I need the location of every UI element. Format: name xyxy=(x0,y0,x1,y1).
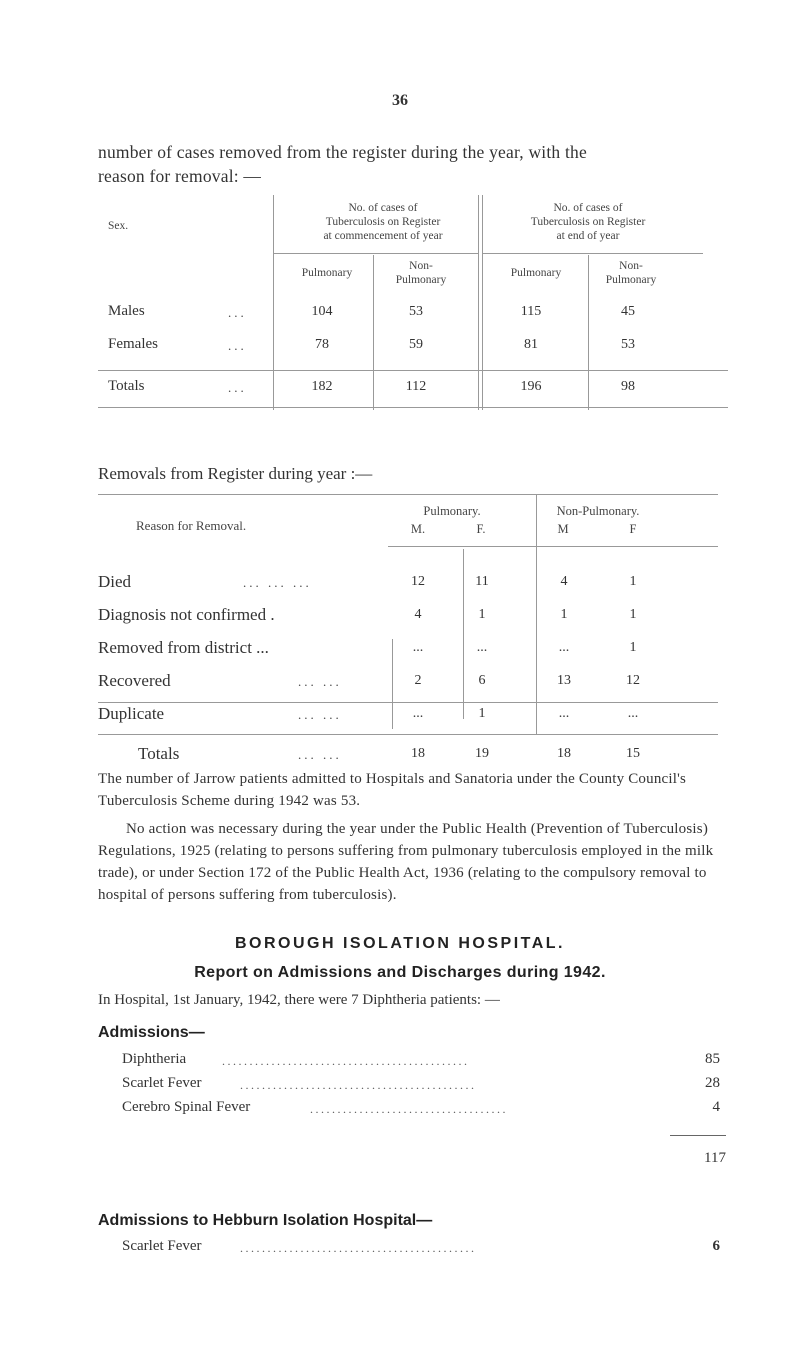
cell: 1 xyxy=(560,607,568,622)
row-label: Removed from district ... xyxy=(98,638,269,657)
hebburn-heading: Admissions to Hebburn Isolation Hospital— xyxy=(98,1212,433,1229)
sub-header-pulmonary-1: Pulmonary xyxy=(301,267,353,279)
admission-label: Cerebro Spinal Fever xyxy=(122,1099,251,1115)
cell: 81 xyxy=(524,337,538,352)
row-label-totals: Totals xyxy=(108,378,145,394)
reason-header: Reason for Removal. xyxy=(136,518,247,533)
admission-value: 28 xyxy=(705,1075,720,1091)
admissions-heading: Admissions— xyxy=(98,1024,205,1041)
report-heading: Report on Admissions and Discharges during 1942. xyxy=(194,964,606,981)
row-dots: ... xyxy=(228,338,247,353)
col-divider xyxy=(536,494,537,734)
row-dots: ... ... xyxy=(298,747,342,762)
cell: 59 xyxy=(409,337,423,352)
cell: 4 xyxy=(560,574,568,589)
cell: 12 xyxy=(626,673,640,688)
cell: 1 xyxy=(629,574,637,589)
sub-header-pulmonary-2: Pulmonary xyxy=(510,267,562,279)
cell: 104 xyxy=(311,304,333,319)
cell: 1 xyxy=(629,607,637,622)
register-table xyxy=(98,195,758,410)
cell: 15 xyxy=(626,746,640,761)
cell: 12 xyxy=(411,574,425,589)
leader-dots: ........................................... xyxy=(240,1078,477,1092)
row-label-females: Females xyxy=(108,336,158,352)
intro-text xyxy=(98,140,738,188)
cell: 4 xyxy=(414,607,422,622)
cell: ... xyxy=(476,640,488,655)
page-number: 36 xyxy=(392,92,408,109)
cell: 196 xyxy=(520,379,542,394)
cell: 45 xyxy=(621,304,635,319)
totals-rule xyxy=(98,702,718,703)
total-rule xyxy=(670,1135,726,1136)
cell: 2 xyxy=(414,673,422,688)
removals-heading: Removals from Register during year :— xyxy=(98,464,373,483)
end-header: No. of cases of Tuberculosis on Register at end of year xyxy=(530,202,646,242)
bottom-rule xyxy=(98,407,728,408)
hebburn-value: 6 xyxy=(712,1238,720,1254)
cell: 1 xyxy=(478,706,486,721)
admissions-total: 117 xyxy=(704,1150,726,1166)
row-dots: ... xyxy=(228,380,247,395)
header-rule xyxy=(388,546,718,547)
cell: 6 xyxy=(478,673,486,688)
totals-rule xyxy=(98,370,728,371)
cell: 182 xyxy=(311,379,333,394)
cell: 18 xyxy=(411,746,425,761)
col-divider xyxy=(392,639,393,729)
row-label-males: Males xyxy=(108,303,145,319)
paragraph-no-action: No action was necessary during the year under the Public Health (Prevention of Tuberculosis) Regulations, 1925 (relating to persons suffering from pulmonary tuberculosis employed in the milk trade), or under Section 172 of the Public Health Act, 1936 (relating to the compulsory removal to hospital of persons suffering from tuberculosis). xyxy=(98,821,714,903)
col-divider-2 xyxy=(373,255,374,410)
header-rule xyxy=(273,253,478,254)
cell: 115 xyxy=(520,304,542,319)
pulmonary-header: Pulmonary. xyxy=(423,504,481,518)
cell: 1 xyxy=(629,640,637,655)
leader-dots: ............................................. xyxy=(222,1054,470,1068)
row-label: Duplicate xyxy=(98,704,165,723)
leader-dots: .................................... xyxy=(310,1102,508,1116)
row-dots: ... ... xyxy=(298,707,342,722)
intro-line-2: reason for removal: — xyxy=(98,166,262,186)
cell: ... xyxy=(627,706,639,721)
row-dots: ... xyxy=(228,305,247,320)
cell: ... xyxy=(558,706,570,721)
col-divider-1 xyxy=(273,195,274,410)
commencement-header: No. of cases of Tuberculosis on Register at commencement of year xyxy=(323,202,443,242)
cell: 1 xyxy=(478,607,486,622)
row-dots: ... ... xyxy=(298,674,342,689)
row-label: Totals xyxy=(138,744,180,763)
col-f2: F xyxy=(629,522,637,536)
cell: 53 xyxy=(621,337,635,352)
leader-dots: ........................................... xyxy=(240,1241,477,1255)
row-label: Recovered xyxy=(98,671,171,690)
borough-heading: BOROUGH ISOLATION HOSPITAL. xyxy=(234,935,565,952)
col-m2: M xyxy=(557,522,569,536)
sub-header-nonpulmonary-2: Non- Pulmonary xyxy=(605,260,657,286)
cell: ... xyxy=(558,640,570,655)
col-m: M. xyxy=(410,522,426,536)
sex-header: Sex. xyxy=(108,220,129,232)
cell: 11 xyxy=(475,574,489,589)
col-divider-3a xyxy=(478,195,479,410)
paragraph-admitted-visible: The number of Jarrow patients admitted to Hospitals and Sanatoria under the County Council's Tuberculosis Scheme during 1942 was 53. xyxy=(98,771,687,809)
nonpulmonary-header: Non-Pulmonary. xyxy=(556,504,640,518)
row-label: Diagnosis not confirmed . xyxy=(98,605,275,624)
col-divider-3b xyxy=(482,195,483,410)
cell: ... xyxy=(412,706,424,721)
cell: 78 xyxy=(315,337,329,352)
sub-header-nonpulmonary-1: Non- Pulmonary xyxy=(395,260,447,286)
bottom-rule xyxy=(98,734,718,735)
row-dots: ... ... ... xyxy=(243,575,312,590)
cell: 18 xyxy=(557,746,571,761)
hebburn-label: Scarlet Fever xyxy=(122,1238,202,1254)
cell: 112 xyxy=(405,379,427,394)
cell: 53 xyxy=(409,304,423,319)
top-rule xyxy=(98,494,718,495)
cell: 13 xyxy=(557,673,571,688)
admission-label: Scarlet Fever xyxy=(122,1075,202,1091)
admission-value: 85 xyxy=(705,1051,720,1067)
admission-value: 4 xyxy=(712,1099,720,1115)
col-f: F. xyxy=(476,522,486,536)
admission-label: Diphtheria xyxy=(122,1051,187,1067)
cell: 98 xyxy=(621,379,635,394)
in-hospital-line: In Hospital, 1st January, 1942, there were 7 Diphtheria patients: — xyxy=(98,992,500,1008)
row-label: Died xyxy=(98,572,132,591)
cell: ... xyxy=(412,640,424,655)
removals-table xyxy=(98,494,758,763)
intro-line-1: number of cases removed from the register during the year, with the xyxy=(98,142,587,162)
cell: 19 xyxy=(475,746,489,761)
header-rule-2 xyxy=(483,253,703,254)
